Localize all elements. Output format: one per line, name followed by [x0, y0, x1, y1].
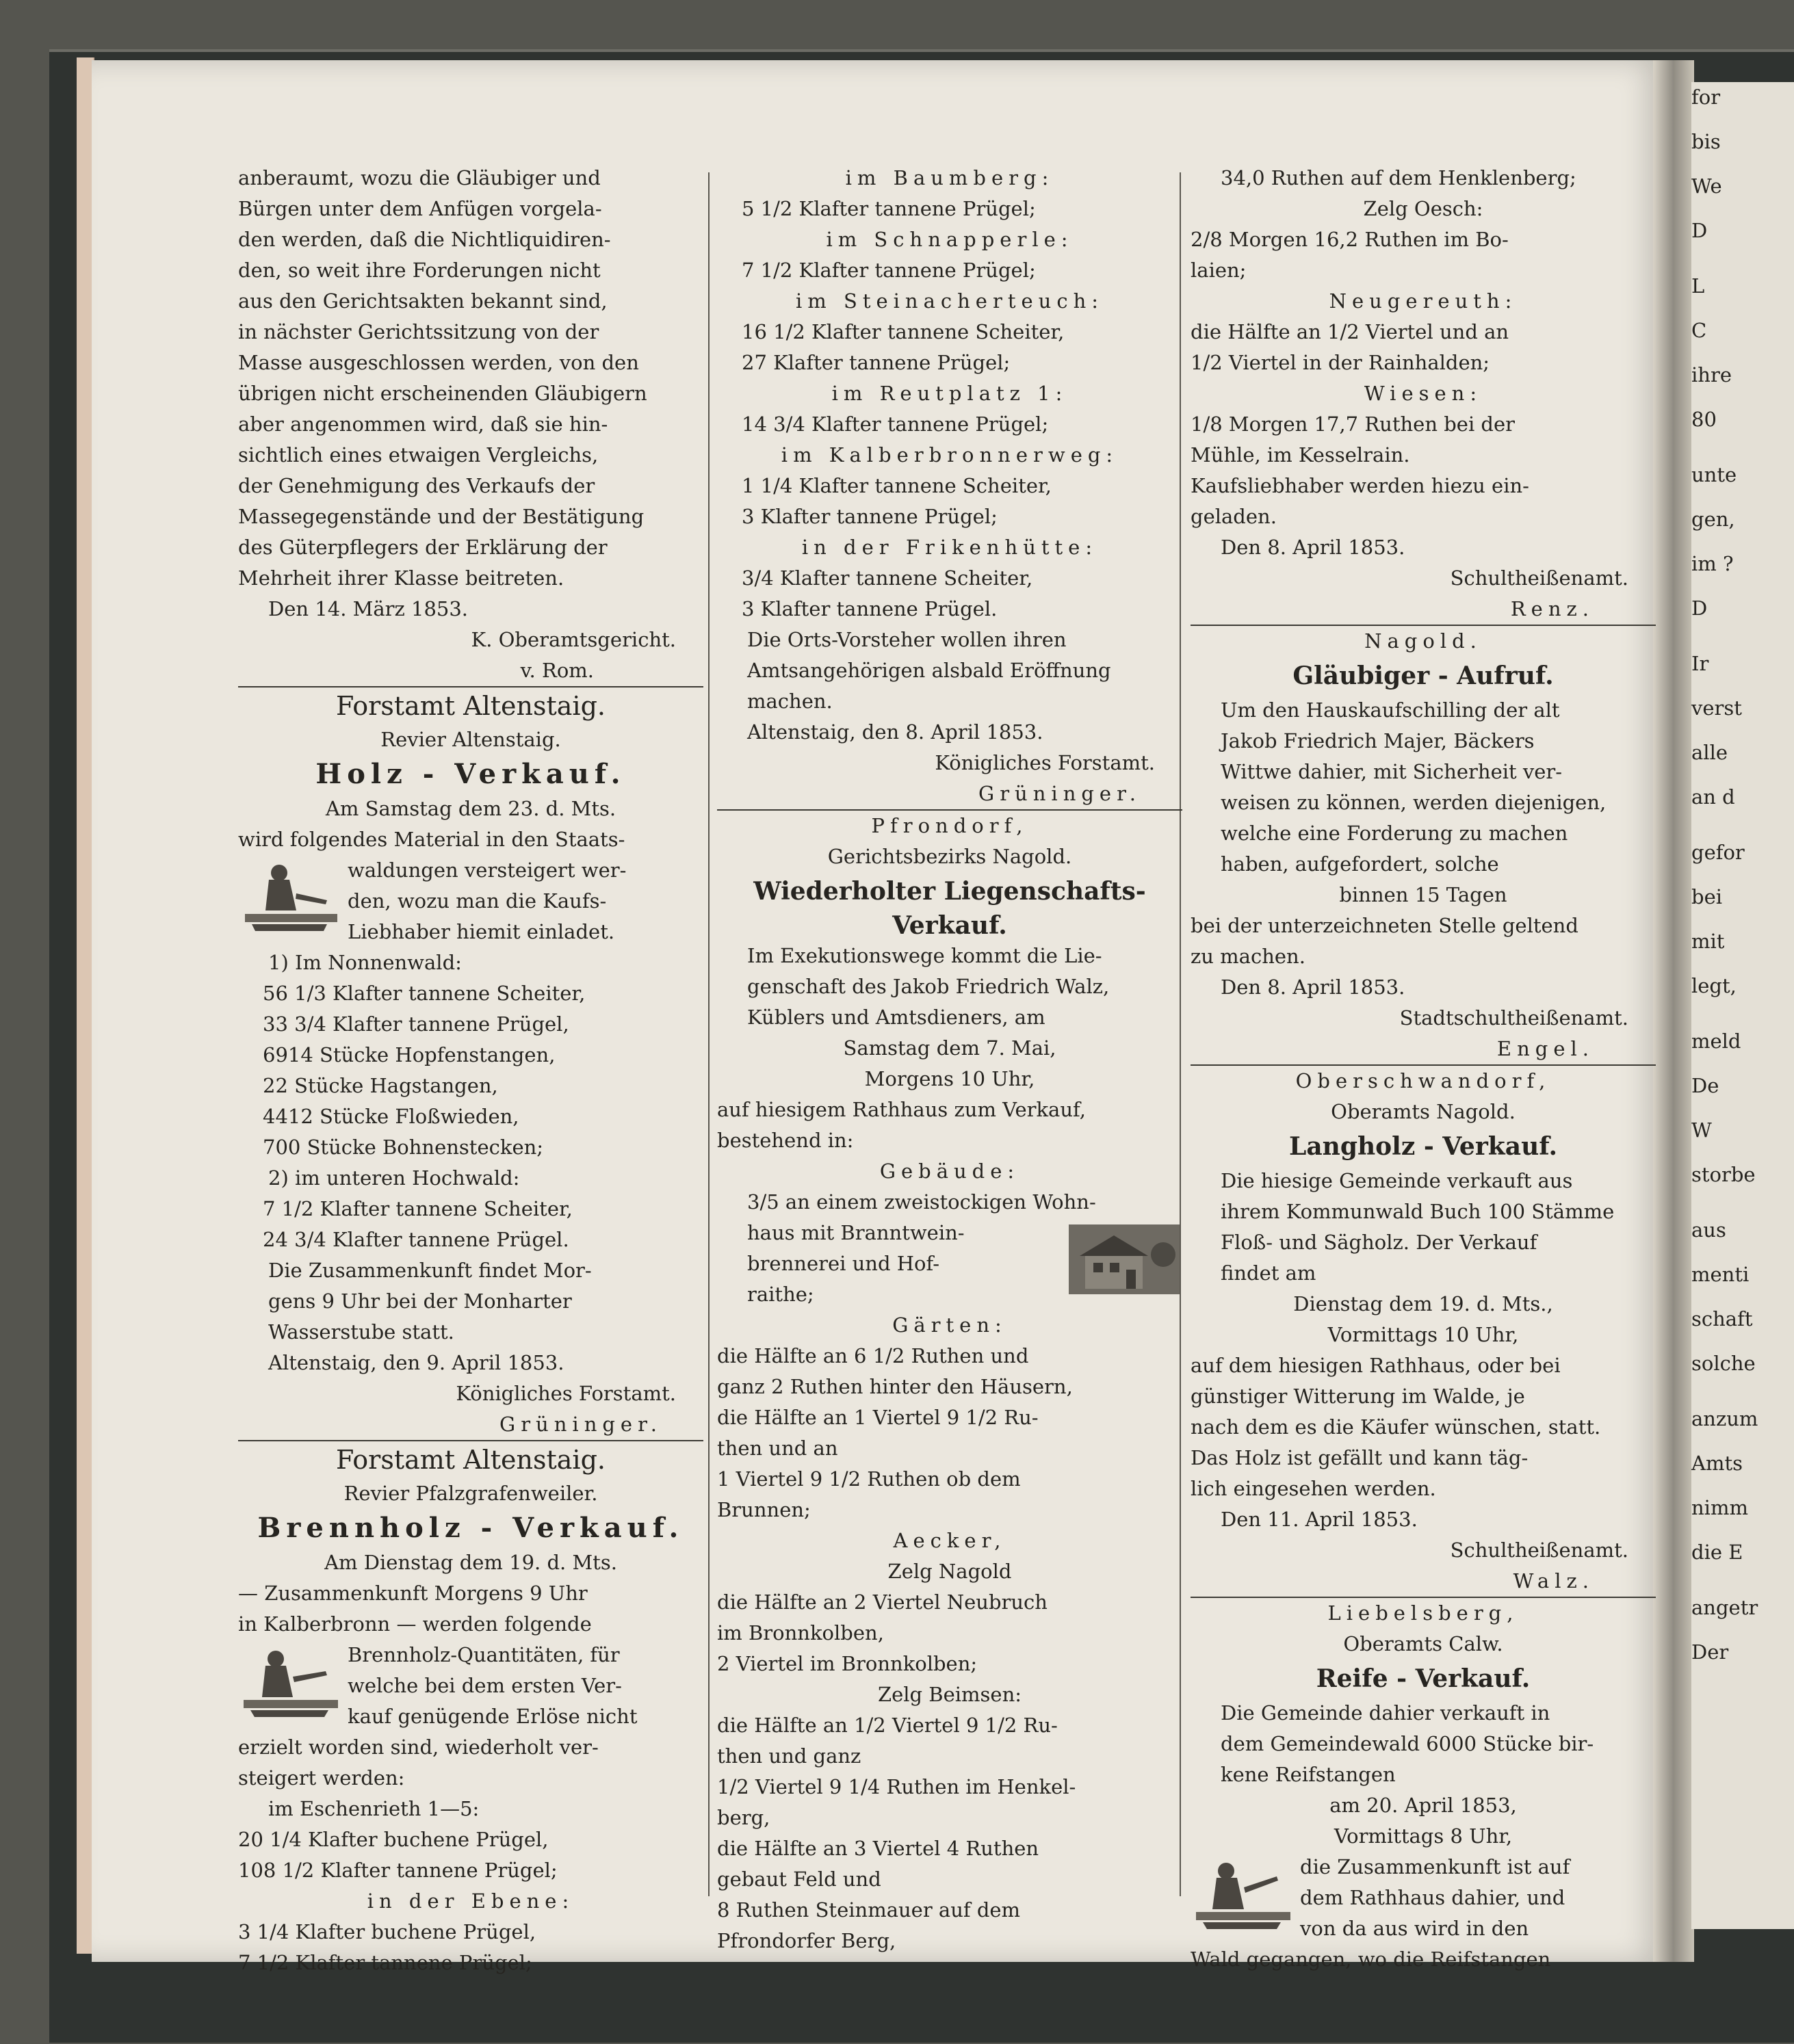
- text-line: welche eine Forderung zu machen: [1221, 822, 1568, 845]
- text-line: Die Gemeinde dahier verkauft in: [1221, 1701, 1550, 1725]
- notice-headline: Wiederholter Liegenschafts-: [753, 877, 1146, 906]
- notice-title: Nagold.: [1364, 629, 1482, 653]
- notice-headline: Reife - Verkauf.: [1316, 1664, 1531, 1693]
- section-heading: Wiesen:: [1364, 382, 1483, 405]
- text-line: 22 Stücke Hagstangen,: [263, 1074, 498, 1097]
- text-line: Massegegenstände und der Bestätigung: [238, 505, 645, 528]
- text-line: Mehrheit ihrer Klasse beitreten.: [238, 566, 564, 590]
- next-page-line: verst: [1691, 696, 1742, 720]
- text-line: geladen.: [1191, 505, 1277, 528]
- text-line: genschaft des Jakob Friedrich Walz,: [747, 975, 1110, 998]
- next-page-line: De: [1691, 1074, 1719, 1097]
- woodcutter-vignette-icon: [1191, 1856, 1293, 1931]
- text-line: den werden, daß die Nichtliquidiren-: [238, 228, 611, 251]
- text-line: aus den Gerichtsakten bekannt sind,: [238, 289, 608, 313]
- item-list: [238, 1824, 703, 1886]
- intro-paragraph: [238, 163, 703, 594]
- signature: Stadtschultheißenamt.: [1399, 1006, 1628, 1030]
- text-columns: [205, 163, 1652, 1974]
- signature: K. Oberamtsgericht.: [471, 628, 676, 651]
- text-line: in nächster Gerichtssitzung von der: [238, 320, 599, 343]
- sale-date: Samstag dem 7. Mai,: [843, 1036, 1056, 1060]
- text-line: 1 Viertel 9 1/2 Ruthen ob dem: [717, 1467, 1021, 1491]
- item-list: [238, 1917, 703, 1978]
- notice-text: [717, 1095, 1182, 1156]
- text-line: Jakob Friedrich Majer, Bäckers: [1221, 729, 1535, 752]
- next-page-line: menti: [1691, 1263, 1750, 1286]
- signature-name: Renz.: [1510, 597, 1594, 620]
- next-page-line: angetr: [1691, 1596, 1758, 1619]
- notice-line: in Kalberbronn — werden folgende: [238, 1612, 592, 1636]
- notice-line: kauf genügende Erlöse nicht: [348, 1705, 638, 1728]
- next-page-line: L: [1691, 274, 1705, 298]
- column-divider: [708, 172, 710, 1896]
- text-line: 2 Viertel im Bronnkolben;: [717, 1652, 978, 1675]
- next-page-line: D: [1691, 597, 1708, 620]
- section-heading: Gärten:: [892, 1313, 1007, 1337]
- woodcutter-vignette-icon: [238, 859, 341, 934]
- next-page-line: bis: [1691, 130, 1721, 153]
- text-line: die Hälfte an 1/2 Viertel 9 1/2 Ru-: [717, 1714, 1058, 1737]
- next-page-line: mit: [1691, 930, 1725, 953]
- text-line: 108 1/2 Klafter tannene Prügel;: [238, 1859, 558, 1882]
- text-line: 33 3/4 Klafter tannene Prügel,: [263, 1012, 569, 1036]
- field-list: [717, 1587, 1182, 1679]
- location-heading: im Steinacherteuch:: [795, 289, 1104, 313]
- text-line: auf dem hiesigen Rathhaus, oder bei: [1191, 1354, 1561, 1377]
- text-line: kene Reifstangen: [1221, 1763, 1396, 1786]
- signature-name: Walz.: [1513, 1569, 1594, 1593]
- text-line: lich eingesehen werden.: [1191, 1477, 1436, 1500]
- notice-date: Den 8. April 1853.: [1221, 536, 1405, 559]
- zelg-heading: Zelg Oesch:: [1363, 197, 1483, 220]
- text-line: die Hälfte an 1/2 Viertel und an: [1191, 320, 1509, 343]
- next-page-line: die E: [1691, 1541, 1743, 1564]
- text-line: die Hälfte an 1 Viertel 9 1/2 Ru-: [717, 1406, 1039, 1429]
- signature: Königliches Forstamt.: [935, 751, 1155, 774]
- location-heading: im Eschenrieth 1—5:: [268, 1797, 480, 1820]
- text-line: Floß- und Sägholz. Der Verkauf: [1221, 1231, 1537, 1254]
- text-line: Um den Hauskaufschilling der alt: [1221, 698, 1560, 722]
- place-date: Altenstaig, den 9. April 1853.: [268, 1351, 564, 1374]
- column-1: [238, 163, 703, 1978]
- field-list: [717, 1710, 1182, 1956]
- text-line: 3/4 Klafter tannene Scheiter,: [742, 566, 1033, 590]
- sale-time: Vormittags 8 Uhr,: [1334, 1824, 1513, 1848]
- notice-title: Forstamt Altenstaig.: [336, 691, 606, 721]
- notice-date: Am Dienstag dem 19. d. Mts.: [324, 1551, 617, 1574]
- sale-date: am 20. April 1853,: [1329, 1794, 1517, 1817]
- notice-subtitle: Revier Pfalzgrafenweiler.: [343, 1482, 598, 1505]
- text-line: 16 1/2 Klafter tannene Scheiter,: [742, 320, 1065, 343]
- building-text-with-figure: [717, 1187, 1182, 1310]
- text-line: Die hiesige Gemeinde verkauft aus: [1221, 1169, 1573, 1192]
- item-list: [717, 471, 1182, 532]
- text-line: 27 Klafter tannene Prügel;: [742, 351, 1011, 374]
- notice-subtitle: Gerichtsbezirks Nagold.: [827, 845, 1072, 868]
- location-heading: 1) Im Nonnenwald:: [268, 951, 462, 974]
- text-line: weisen zu können, werden diejenigen,: [1221, 791, 1607, 814]
- location-heading: im Kalberbronnerweg:: [781, 443, 1119, 467]
- next-page-fragment: [1691, 82, 1794, 1929]
- text-line: 56 1/3 Klafter tannene Scheiter,: [263, 982, 586, 1005]
- text-line: 4412 Stücke Floßwieden,: [263, 1105, 519, 1128]
- notice-text: [1191, 695, 1656, 880]
- text-line: ganz 2 Ruthen hinter den Häusern,: [717, 1375, 1073, 1398]
- notice-date: Am Samstag dem 23. d. Mts.: [325, 797, 616, 820]
- text-line: 6914 Stücke Hopfenstangen,: [263, 1043, 556, 1066]
- signature: Königliches Forstamt.: [456, 1382, 676, 1405]
- place-date: Altenstaig, den 8. April 1853.: [747, 720, 1043, 744]
- text-line: 1 1/4 Klafter tannene Scheiter,: [742, 474, 1052, 497]
- signature-name: Grüninger.: [978, 782, 1141, 805]
- text-line: gebaut Feld und: [717, 1868, 881, 1891]
- next-page-line: D: [1691, 219, 1708, 242]
- column-3: [1191, 163, 1656, 1975]
- notice-title: Liebelsberg,: [1327, 1601, 1519, 1625]
- text-line: die Hälfte an 2 Viertel Neubruch: [717, 1590, 1048, 1614]
- notice-headline: Verkauf.: [892, 911, 1007, 940]
- section-heading: Gebäude:: [879, 1159, 1020, 1183]
- next-page-line: We: [1691, 174, 1722, 198]
- notice-text: [717, 941, 1182, 1033]
- deadline: binnen 15 Tagen: [1339, 883, 1507, 906]
- notice-text: [1191, 471, 1656, 532]
- notice-line: haus mit Branntwein-: [747, 1221, 965, 1244]
- text-line: Im Exekutionswege kommt die Lie-: [747, 944, 1102, 967]
- notice-line: Brennholz-Quantitäten, für: [348, 1643, 620, 1666]
- item-line: 7 1/2 Klafter tannene Prügel;: [742, 259, 1036, 282]
- text-line: des Güterpflegers der Erklärung der: [238, 536, 608, 559]
- notice-line: raithe;: [747, 1283, 814, 1306]
- notice-text: [1191, 1698, 1656, 1790]
- notice-title: Forstamt Altenstaig.: [336, 1445, 606, 1475]
- text-line: übrigen nicht erscheinenden Gläubigern: [238, 382, 647, 405]
- text-line: 2/8 Morgen 16,2 Ruthen im Bo-: [1191, 228, 1509, 251]
- text-line: auf hiesigem Rathhaus zum Verkauf,: [717, 1098, 1086, 1121]
- sale-time: Morgens 10 Uhr,: [864, 1067, 1035, 1090]
- next-page-line: aus: [1691, 1218, 1726, 1242]
- text-line: 3 Klafter tannene Prügel.: [742, 597, 998, 620]
- text-line: Die Zusammenkunft findet Mor-: [268, 1259, 592, 1282]
- notice-subtitle: Oberamts Nagold.: [1331, 1100, 1516, 1123]
- notice-text: [717, 625, 1182, 717]
- text-line: bei der unterzeichneten Stelle geltend: [1191, 914, 1578, 937]
- text-line: 24 3/4 Klafter tannene Prügel.: [263, 1228, 569, 1251]
- text-line: Das Holz ist gefällt und kann täg-: [1191, 1446, 1529, 1469]
- next-page-line: 80: [1691, 408, 1717, 431]
- notice-line: erzielt worden sind, wiederholt ver-: [238, 1735, 599, 1759]
- text-line: 1/2 Viertel 9 1/4 Ruthen im Henkel-: [717, 1775, 1076, 1798]
- notice-headline: Gläubiger - Aufruf.: [1292, 661, 1554, 690]
- text-line: bestehend in:: [717, 1129, 854, 1152]
- item-list: [717, 317, 1182, 378]
- signature-name: v. Rom.: [520, 659, 594, 682]
- text-line: sichtlich eines etwaigen Vergleichs,: [238, 443, 599, 467]
- text-line: nach dem es die Käufer wünschen, statt.: [1191, 1415, 1601, 1439]
- item-line: 34,0 Ruthen auf dem Henklenberg;: [1221, 166, 1576, 189]
- woodcutter-vignette-icon: [238, 1644, 341, 1719]
- text-line: 1/2 Viertel in der Rainhalden;: [1191, 351, 1490, 374]
- notice-line: 3/5 an einem zweistockigen Wohn-: [747, 1190, 1096, 1214]
- notice-text: [1191, 1166, 1656, 1289]
- notice-text: [1191, 910, 1656, 972]
- next-page-line: nimm: [1691, 1496, 1748, 1519]
- book-gutter: [1653, 60, 1694, 1962]
- signature: Schultheißenamt.: [1450, 566, 1628, 590]
- meeting-text: [238, 1255, 703, 1348]
- next-page-line: gen,: [1691, 508, 1735, 531]
- next-page-line: storbe: [1691, 1163, 1756, 1186]
- text-line: Mühle, im Kesselrain.: [1191, 443, 1410, 467]
- next-page-line: bei: [1691, 885, 1723, 908]
- location-heading: 2) im unteren Hochwald:: [268, 1166, 520, 1190]
- next-page-line: legt,: [1691, 974, 1737, 997]
- next-page-line: im ?: [1691, 552, 1734, 575]
- text-line: dem Gemeindewald 6000 Stücke bir-: [1221, 1732, 1594, 1755]
- text-line: 700 Stücke Bohnenstecken;: [263, 1136, 544, 1159]
- notice-title: Pfrondorf,: [871, 814, 1028, 837]
- text-line: berg,: [717, 1806, 770, 1829]
- notice-subtitle: Revier Altenstaig.: [380, 728, 561, 751]
- section-heading: Aecker,: [893, 1529, 1006, 1552]
- notice-line: steigert werden:: [238, 1766, 405, 1790]
- text-line: 7 1/2 Klafter tannene Prügel;: [238, 1951, 532, 1974]
- item-list: [238, 1194, 703, 1255]
- text-line: dem Rathhaus dahier, und: [1300, 1886, 1565, 1909]
- next-page-line: Ir: [1691, 652, 1709, 675]
- location-heading: Neugereuth:: [1329, 289, 1518, 313]
- text-line: Brunnen;: [717, 1498, 811, 1521]
- next-page-line: unte: [1691, 463, 1737, 486]
- text-line: Die Orts-Vorsteher wollen ihren: [747, 628, 1067, 651]
- next-page-text: [1691, 82, 1758, 1681]
- notice-date: Den 8. April 1853.: [1221, 975, 1405, 999]
- location-heading: in der Ebene:: [367, 1889, 575, 1913]
- text-line: aber angenommen wird, daß sie hin-: [238, 412, 608, 436]
- location-heading: im Schnapperle:: [826, 228, 1074, 251]
- text-line: 20 1/4 Klafter buchene Prügel,: [238, 1828, 549, 1851]
- item-list: [717, 563, 1182, 625]
- notice-text: [1191, 1350, 1656, 1504]
- next-page-line: ihre: [1691, 363, 1732, 386]
- zelg-heading: Zelg Nagold: [887, 1560, 1012, 1583]
- next-page-line: for: [1691, 86, 1721, 109]
- text-line: Bürgen unter dem Anfügen vorgela-: [238, 197, 602, 220]
- location-heading: in der Frikenhütte:: [801, 536, 1098, 559]
- notice-headline: Holz - Verkauf.: [315, 758, 626, 790]
- text-line: die Zusammenkunft ist auf: [1300, 1855, 1570, 1878]
- notice-line: den, wozu man die Kaufs-: [348, 889, 607, 913]
- text-line: machen.: [747, 690, 833, 713]
- text-line: den, so weit ihre Forderungen nicht: [238, 259, 601, 282]
- text-line: 3 1/4 Klafter buchene Prügel,: [238, 1920, 536, 1943]
- text-line: haben, aufgefordert, solche: [1221, 852, 1499, 876]
- text-line: Pfrondorfer Berg,: [717, 1929, 896, 1952]
- notice-line: wird folgendes Material in den Staats-: [238, 828, 625, 851]
- text-line: 7 1/2 Klafter tannene Scheiter,: [263, 1197, 573, 1220]
- item-line: 14 3/4 Klafter tannene Prügel;: [742, 412, 1049, 436]
- signature-name: Engel.: [1496, 1037, 1594, 1060]
- text-line: anberaumt, wozu die Gläubiger und: [238, 166, 601, 189]
- text-line: Wittwe dahier, mit Sicherheit ver-: [1221, 760, 1563, 783]
- location-heading: im Reutplatz 1:: [831, 382, 1068, 405]
- sale-date: Dienstag dem 19. d. Mts.,: [1293, 1292, 1553, 1315]
- text-line: 1/8 Morgen 17,7 Ruthen bei der: [1191, 412, 1516, 436]
- notice-subtitle: Oberamts Calw.: [1343, 1632, 1503, 1655]
- signature-name: Grüninger.: [499, 1413, 662, 1436]
- notice-title: Oberschwandorf,: [1295, 1069, 1551, 1092]
- next-page-line: anzum: [1691, 1407, 1758, 1430]
- notice-line: waldungen versteigert wer-: [348, 859, 627, 882]
- text-line: Masse ausgeschlossen werden, von den: [238, 351, 639, 374]
- notice-line: Liebhaber hiemit einladet.: [348, 920, 615, 943]
- text-line: günstiger Witterung im Walde, je: [1191, 1385, 1525, 1408]
- notice-line: — Zusammenkunft Morgens 9 Uhr: [238, 1582, 588, 1605]
- notice-text-with-figure: [238, 1578, 703, 1794]
- item-list: [1191, 224, 1656, 286]
- text-line: die Hälfte an 3 Viertel 4 Ruthen: [717, 1837, 1039, 1860]
- notice-line: welche bei dem ersten Ver-: [348, 1674, 622, 1697]
- house-vignette-icon: [1066, 1222, 1182, 1297]
- zelg-heading: Zelg Beimsen:: [877, 1683, 1022, 1706]
- text-line: Kaufsliebhaber werden hiezu ein-: [1191, 474, 1529, 497]
- garden-list: [717, 1341, 1182, 1525]
- next-page-line: Der: [1691, 1640, 1729, 1664]
- item-line: 5 1/2 Klafter tannene Prügel;: [742, 197, 1036, 220]
- next-page-line: meld: [1691, 1030, 1741, 1053]
- text-line: then und an: [717, 1437, 838, 1460]
- next-page-line: schaft: [1691, 1307, 1753, 1331]
- next-page-line: an d: [1691, 785, 1735, 809]
- notice-line: brennerei und Hof-: [747, 1252, 940, 1275]
- text-line: Amtsangehörigen alsbald Eröffnung: [747, 659, 1111, 682]
- item-list: [238, 978, 703, 1163]
- notice-text-with-figure: [1191, 1852, 1656, 1944]
- sale-time: Vormittags 10 Uhr,: [1327, 1323, 1519, 1346]
- text-line: laien;: [1191, 259, 1247, 282]
- notice-line: Wald gegangen, wo die Reifstangen: [1191, 1948, 1551, 1971]
- location-heading: im Baumberg:: [845, 166, 1054, 189]
- notice-text-with-figure: [238, 824, 703, 947]
- text-line: ihrem Kommunwald Buch 100 Stämme: [1221, 1200, 1615, 1223]
- text-line: then und ganz: [717, 1744, 861, 1768]
- text-line: die Hälfte an 6 1/2 Ruthen und: [717, 1344, 1029, 1367]
- item-list: [1191, 317, 1656, 378]
- text-line: 8 Ruthen Steinmauer auf dem: [717, 1898, 1021, 1922]
- text-line: findet am: [1221, 1261, 1316, 1285]
- next-page-line: alle: [1691, 741, 1728, 764]
- next-page-line: C: [1691, 319, 1707, 342]
- notice-date: Den 11. April 1853.: [1221, 1508, 1418, 1531]
- next-page-line: Amts: [1691, 1452, 1743, 1475]
- next-page-line: W: [1691, 1118, 1712, 1142]
- text-line: gens 9 Uhr bei der Monharter: [268, 1289, 572, 1313]
- text-line: 3 Klafter tannene Prügel;: [742, 505, 998, 528]
- next-page-line: solche: [1691, 1352, 1756, 1375]
- notice-headline: Brennholz - Verkauf.: [257, 1512, 684, 1544]
- signature: Schultheißenamt.: [1450, 1538, 1628, 1562]
- text-line: im Bronnkolben,: [717, 1621, 884, 1645]
- item-list: [1191, 409, 1656, 471]
- next-page-line: gefor: [1691, 841, 1745, 864]
- text-line: zu machen.: [1191, 945, 1305, 968]
- text-line: Küblers und Amtsdieners, am: [747, 1006, 1045, 1029]
- notice-date: Den 14. März 1853.: [268, 597, 469, 620]
- column-2: [717, 163, 1182, 1956]
- text-line: der Genehmigung des Verkaufs der: [238, 474, 595, 497]
- notice-headline: Langholz - Verkauf.: [1289, 1132, 1557, 1161]
- text-line: Wasserstube statt.: [268, 1320, 454, 1344]
- text-line: von da aus wird in den: [1300, 1917, 1529, 1940]
